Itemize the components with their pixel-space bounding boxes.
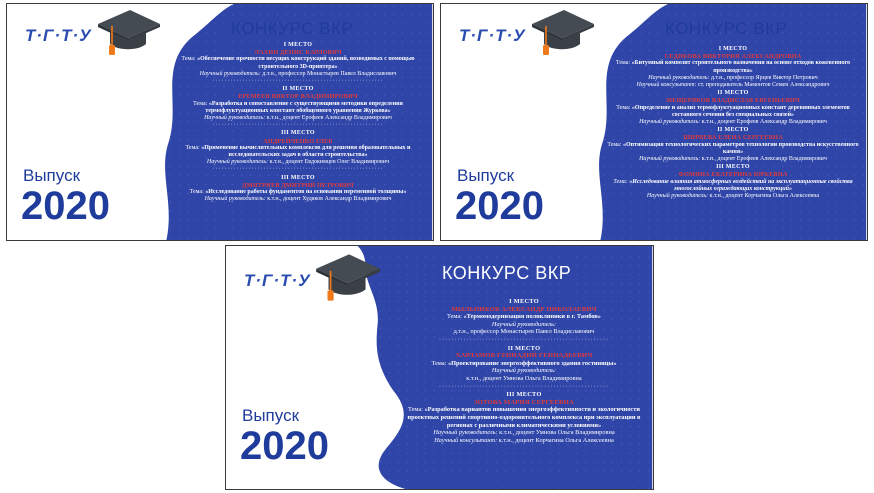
winner-name: СЕДИКОВА ВИКТОРИЯ АЛЕКСАНДРОВНА [664, 53, 802, 61]
winner-name: ЕРЕМЕЕВ ВИКТОР ВЛАДИМИРОВИЧ [238, 93, 358, 101]
winner-name: ШИРЯЕВА ЕЛЕНА СЕРГЕЕВНА [683, 134, 783, 142]
slide-contest-1 [6, 3, 434, 241]
winner-name: ЗОТОВА МАРИЯ СЕРГЕЕВНА [474, 398, 574, 406]
supervisor-line: Научный руководитель: д.т.н., профессор Монастырев Павел Владиславович [199, 70, 397, 77]
place-label: III МЕСТО [281, 130, 315, 137]
list-item [165, 175, 431, 204]
issue-label: Выпуск [457, 166, 515, 185]
graduation-cap-icon [310, 248, 382, 308]
list-item [396, 391, 652, 444]
issue-year: 2020 [455, 184, 544, 228]
supervisor-line: Научный руководитель: к.т.н., доцент Евдокимцев Олег Владимирович [206, 159, 390, 166]
list-item [396, 298, 652, 344]
winner-name: АНДРЕЙЧЕНКО ГЛЕБ [263, 137, 333, 145]
place-label: I МЕСТО [283, 42, 313, 48]
list-item [601, 46, 865, 89]
list-item [165, 42, 431, 85]
supervisor-line: Научный руководитель: к.т.н., доцент Ерофеев Александр Владимирович [639, 156, 827, 163]
divider: ························································· [212, 166, 384, 173]
issue-year: 2020 [240, 424, 329, 468]
supervisor-label: Научный руководитель: [491, 320, 557, 328]
place-label: III МЕСТО [506, 391, 542, 399]
contest-title: КОНКУРС ВКР [665, 19, 788, 38]
winners-list [396, 298, 652, 445]
place-label: II МЕСТО [282, 86, 314, 93]
list-item [396, 345, 652, 391]
list-item [601, 90, 865, 126]
list-item [601, 164, 865, 200]
winners-list [601, 46, 865, 201]
supervisor-line: Научный руководитель: д.т.н., профессор Ярцев Виктор Петрович [648, 74, 818, 81]
topic-text: Тема: «Битумный композит строительного назначения на основе отходов кожевенного производства» [615, 60, 851, 74]
place-label: II МЕСТО [717, 127, 749, 134]
supervisor-line: Научный руководитель: к.т.н., доцент Худяков Александр Владимирович [204, 196, 392, 203]
winner-name: МЫЛЬНИКОВ АЛЕКСАНДР НИКОЛАЕВИЧ [451, 305, 597, 313]
supervisor-label: Научный руководитель: [491, 367, 557, 375]
supervisor-line: Научный руководитель: к.т.н., доцент Ерофеев Александр Владимирович [639, 119, 827, 126]
consultant-line: Научный консультант: ст. преподаватель Мамонтов Семен Александрович [636, 82, 830, 89]
topic-text: Тема: «Термомодернизация поликлиники в г. Тамбов» [447, 313, 601, 321]
university-logo: Т·Г·Т·У [244, 271, 311, 290]
divider: ······················································· [438, 335, 610, 343]
place-label: III МЕСТО [716, 164, 750, 171]
place-label: I МЕСТО [718, 46, 748, 52]
slide-contest-3 [225, 245, 654, 490]
topic-text: Тема: «Обеспечение прочности несущих конструкций зданий, возводимых с помощью строительного 3D-принтера» [181, 56, 415, 70]
place-label: III МЕСТО [281, 174, 315, 181]
supervisor-value: к.т.н., доцент Умнова Ольга Владимировна [466, 374, 582, 382]
topic-text: Тема: «Разработка вариантов повышения энергоэффективности и экологичности проектных решений спортивно-оздоровительного комплекса при эксплуатации в регионах с различными климатическими условиями» [407, 406, 641, 429]
divider: ······················································· [438, 382, 610, 390]
university-logo: Т·Г·Т·У [459, 26, 526, 45]
topic-text: Тема: «Применение вычислительных комплексов для решения образовательных и исследовательских задач в области строительства» [185, 144, 411, 159]
topic-text: Тема: «Исследование влияния атмосферных воздействий на эксплуатационные свойства многослойных ограждающих конструкций» [613, 178, 853, 192]
graduation-cap-icon [92, 4, 162, 62]
issue-label: Выпуск [23, 166, 81, 185]
list-item [165, 86, 431, 129]
slide-contest-2 [440, 3, 868, 241]
place-label: I МЕСТО [509, 298, 539, 305]
topic-text: Тема: «Исследование работы фундаментов на основании переменной толщины» [189, 189, 407, 196]
list-item [601, 127, 865, 163]
supervisor-line: Научный руководитель: к.т.н., доцент Корчагина Ольга Алексеевна [646, 193, 820, 200]
consultant-line: Научный консультант: к.т.н., доцент Корчагина Ольга Алексеевна [434, 436, 614, 444]
issue-label: Выпуск [242, 406, 300, 425]
topic-text: Тема: «Оптимизация технологических параметров технологии производства искусственного камня» [607, 141, 859, 155]
graduation-cap-icon [526, 4, 596, 62]
winner-name: ФОМИНА ЕКАТЕРИНА ЮРЬЕВНА [678, 171, 788, 179]
divider: ························································· [212, 122, 384, 129]
supervisor-value: д.т.н., профессор Монастырев Павел Владиславович [453, 328, 595, 336]
divider: ························································· [212, 78, 384, 85]
winner-name: МЕЩЕРЯКОВ ВЛАДИСЛАВ ЕВГЕНЬЕВИЧ [666, 97, 800, 105]
winner-name: ХАРЛАМОВ ГЕННАДИЙ ГЕННАДЬЕВИЧ [455, 352, 593, 360]
issue-year: 2020 [21, 184, 110, 228]
university-logo: Т·Г·Т·У [25, 26, 92, 45]
supervisor-line: Научный руководитель: к.т.н., доцент Умнова Ольга Владимировна [433, 429, 615, 437]
contest-title: КОНКУРС ВКР [442, 263, 572, 283]
winners-list [165, 42, 431, 204]
winner-name: ЛАХИН ДЕНИС КАРЛОВИЧ [254, 49, 342, 57]
topic-text: Тема: «Проектирование энергоэффективного здания гостиницы» [431, 359, 617, 367]
winner-name: ДМИТРИЕВ ДМИТРИЙ ПЕТРОВИЧ [242, 181, 354, 189]
topic-text: Тема: «Разработка и сопоставление с существующими методики определения термофлуктуационных констант обобщенного уравнения Журкова» [193, 100, 403, 114]
list-item [165, 130, 431, 173]
topic-text: Тема: «Определение и анализ термофлуктуационных констант деревянных элементов составного сечения без специальных связей» [616, 104, 850, 118]
place-label: II МЕСТО [507, 344, 541, 352]
contest-title: КОНКУРС ВКР [231, 19, 354, 38]
supervisor-line: Научный руководитель: к.т.н., доцент Ерофеев Александр Владимирович [204, 115, 392, 122]
place-label: II МЕСТО [717, 90, 749, 97]
